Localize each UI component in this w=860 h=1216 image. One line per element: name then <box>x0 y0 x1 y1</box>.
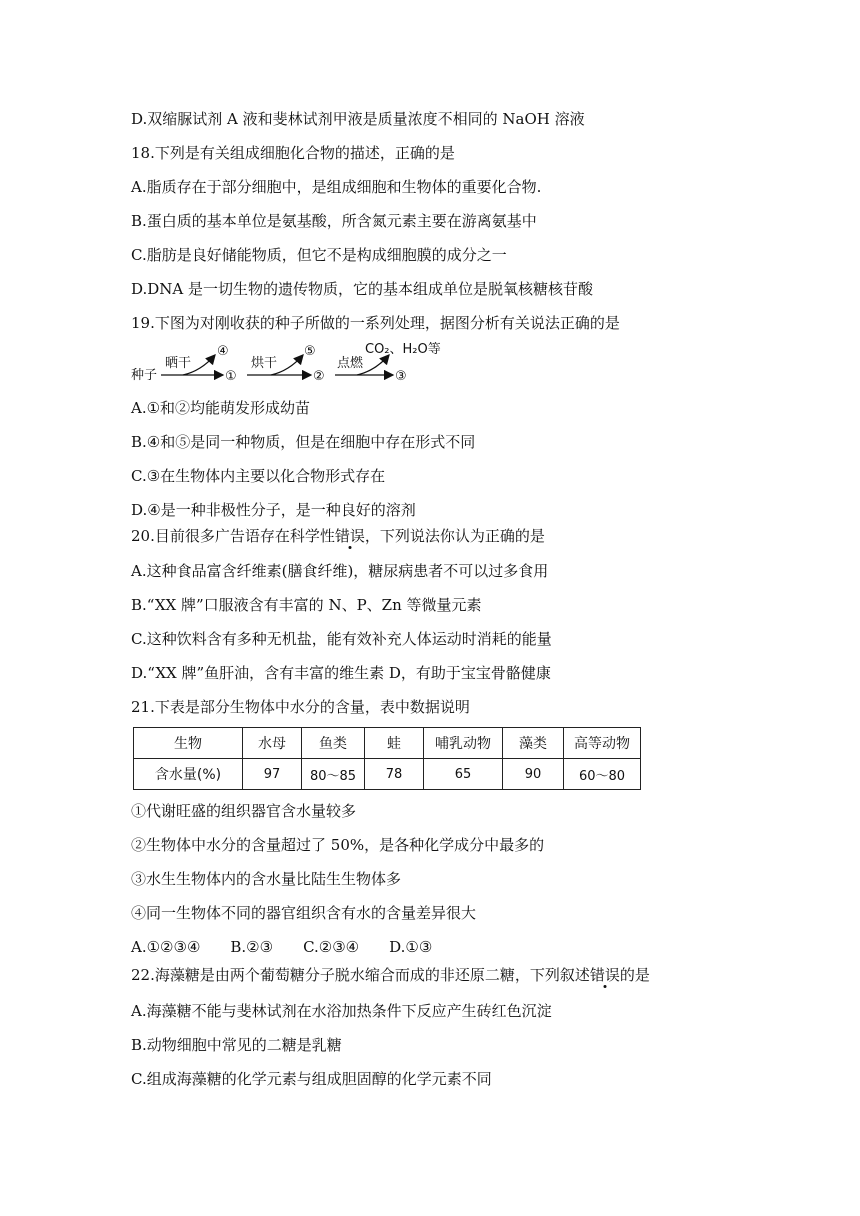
label-dry-sun: 晒干 <box>165 356 192 371</box>
table-cell: 藻类 <box>503 728 564 759</box>
option-19b: B.④和⑤是同一种物质，但是在细胞中存在形式不同 <box>131 433 476 451</box>
statement-4: ④同一生物体不同的器官组织含有水的含量差异很大 <box>131 904 477 922</box>
emphasis-word: 错误 <box>334 527 365 545</box>
question-22: 22.海藻糖是由两个葡萄糖分子脱水缩合而成的非还原二糖，下列叙述错误的是 <box>131 966 650 984</box>
option-22c: C.组成海藻糖的化学元素与组成胆固醇的化学元素不同 <box>131 1070 492 1088</box>
table-cell: 生物 <box>134 728 243 759</box>
option-22b: B.动物细胞中常见的二糖是乳糖 <box>131 1036 342 1054</box>
option-20d: D.“XX 牌”鱼肝油，含有丰富的维生素 D，有助于宝宝骨骼健康 <box>131 664 551 682</box>
node-2: ② <box>313 369 325 384</box>
table-cell: 65 <box>424 759 503 790</box>
option-20c: C.这种饮料含有多种无机盐，能有效补充人体运动时消耗的能量 <box>131 630 552 648</box>
label-seed: 种子 <box>131 368 158 383</box>
question-21: 21.下表是部分生物体中水分的含量，表中数据说明 <box>131 698 470 716</box>
label-products: CO₂、H₂O等 <box>365 342 441 357</box>
statement-2: ②生物体中水分的含量超过了 50%，是各种化学成分中最多的 <box>131 836 545 854</box>
node-4: ④ <box>217 344 229 359</box>
statement-3: ③水生生物体内的含水量比陆生生物体多 <box>131 870 402 888</box>
table-cell: 哺乳动物 <box>424 728 503 759</box>
seed-process-diagram <box>131 339 451 389</box>
options-21: A.①②③④ B.②③ C.②③④ D.①③ <box>131 938 433 956</box>
option-22a: A.海藻糖不能与斐林试剂在水浴加热条件下反应产生砖红色沉淀 <box>131 1002 552 1020</box>
emphasis-word: 错误 <box>589 966 620 984</box>
table-cell: 78 <box>365 759 424 790</box>
node-5: ⑤ <box>304 344 316 359</box>
table-cell: 含水量(%) <box>134 759 243 790</box>
table-cell: 60～80 <box>564 759 641 790</box>
node-3: ③ <box>395 369 407 384</box>
text-line: D.双缩脲试剂 A 液和斐林试剂甲液是质量浓度不相同的 NaOH 溶液 <box>131 110 585 128</box>
water-content-table <box>133 727 641 790</box>
table-row <box>134 759 641 790</box>
option-18d: D.DNA 是一切生物的遗传物质，它的基本组成单位是脱氧核糖核苷酸 <box>131 280 594 298</box>
table-cell: 80～85 <box>302 759 365 790</box>
statement-1: ①代谢旺盛的组织器官含水量较多 <box>131 802 357 820</box>
table-cell: 高等动物 <box>564 728 641 759</box>
option-19c: C.③在生物体内主要以化合物形式存在 <box>131 467 386 485</box>
table-cell: 90 <box>503 759 564 790</box>
option-20a: A.这种食品富含纤维素(膳食纤维)，糖尿病患者不可以过多食用 <box>131 562 549 580</box>
option-20b: B.“XX 牌”口服液含有丰富的 N、P、Zn 等微量元素 <box>131 596 482 614</box>
label-ignite: 点燃 <box>337 356 364 371</box>
option-18c: C.脂肪是良好储能物质，但它不是构成细胞膜的成分之一 <box>131 246 507 264</box>
label-bake: 烘干 <box>251 356 278 371</box>
table-cell: 蛙 <box>365 728 424 759</box>
question-18: 18.下列是有关组成细胞化合物的描述，正确的是 <box>131 144 455 162</box>
question-20: 20.目前很多广告语存在科学性错误，下列说法你认为正确的是 <box>131 527 545 545</box>
table-cell: 鱼类 <box>302 728 365 759</box>
option-18b: B.蛋白质的基本单位是氨基酸，所含氮元素主要在游离氨基中 <box>131 212 537 230</box>
table-cell: 水母 <box>243 728 302 759</box>
node-1: ① <box>225 369 237 384</box>
option-19a: A.①和②均能萌发形成幼苗 <box>131 399 311 417</box>
option-18a: A.脂质存在于部分细胞中，是组成细胞和生物体的重要化合物. <box>131 178 542 196</box>
table-row <box>134 728 641 759</box>
table-cell: 97 <box>243 759 302 790</box>
option-19d: D.④是一种非极性分子，是一种良好的溶剂 <box>131 501 416 519</box>
question-19: 19.下图为对刚收获的种子所做的一系列处理，据图分析有关说法正确的是 <box>131 314 620 332</box>
